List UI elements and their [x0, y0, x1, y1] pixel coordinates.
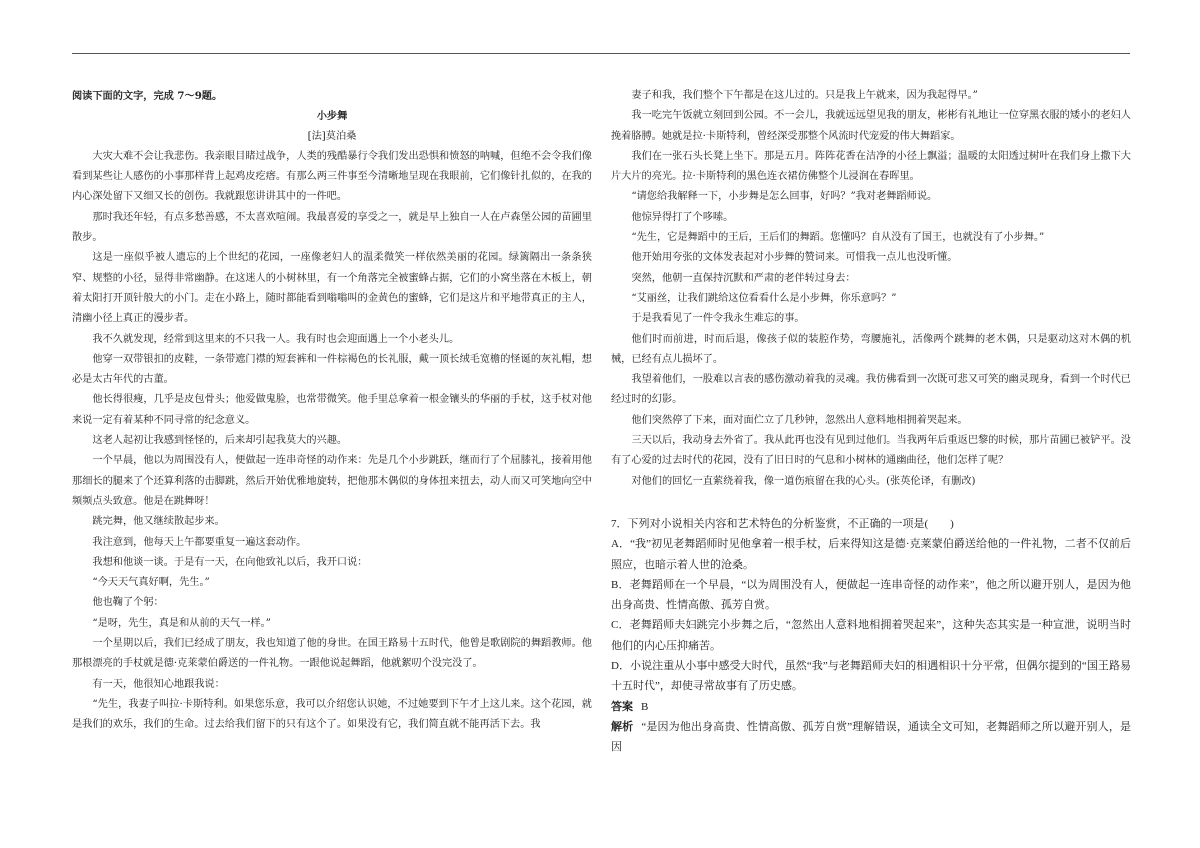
- story-paragraph: 于是我看见了一件令我永生难忘的事。: [631, 313, 805, 325]
- story-paragraph: “是呀，先生，真是和从前的天气一样。”: [92, 617, 271, 629]
- story-paragraph: 跳完舞，他又继续散起步来。: [92, 516, 225, 528]
- story-paragraph: 他们突然停了下来，面对面伫立了几秒钟，忽然出人意料地相拥着哭起来。: [631, 414, 968, 426]
- story-paragraph: 那时我还年轻，有点多愁善感，不太喜欢喧闹。我最喜爱的享受之一，就是早上独自一人在卢森堡公园的苗圃里散步。: [72, 211, 592, 244]
- story-paragraph: 我们在一张石头长凳上坐下。那是五月。阵阵花香在洁净的小径上飘溢；温暖的太阳透过树叶在我们身上撒下大片大片的亮光。拉·卡斯特利的黑色连衣裙仿佛整个儿浸润在春晖里。: [611, 150, 1131, 183]
- question-option: D．小说注重从小事中感受大时代，虽然“我”与老舞蹈师夫妇的相遇相识十分平常，但偶尔提到的“国王路易十五时代”，却使寻常故事有了历史感。: [611, 660, 1131, 693]
- story-paragraph: 他们时而前进，时而后退，像孩子似的装腔作势，弯腰施礼，活像两个跳舞的老木偶，只是驱动这对木偶的机械，已经有点儿损坏了。: [611, 333, 1131, 365]
- question-option: C．老舞蹈师夫妇跳完小步舞之后，“忽然出人意料地相拥着哭起来”，这种失态其实是一种宣泄，说明当时他们的内心压抑痛苦。: [611, 619, 1131, 652]
- story-title: 小步舞: [316, 110, 348, 123]
- story-paragraph: 一个早晨，他以为周围没有人，便做起一连串奇怪的动作来：先是几个小步跳跃，继而行了个屈膝礼，接着用他那细长的腿来了个还算利落的击脚跳，然后开始优雅地旋转，把他那木偶似的身体扭来扭去，动人而又可笑地向空中频频点头致意。他是在跳舞呀！: [72, 455, 592, 507]
- story-paragraph: 我想和他谈一谈。于是有一天，在向他致礼以后，我开口说：: [92, 556, 368, 568]
- story-paragraph: 大灾大难不会让我悲伤。我亲眼目睹过战争，人类的残酷暴行令我们发出恐惧和愤怒的呐喊，但绝不会令我们像看到某些让人感伤的小事那样背上起鸡皮疙瘩。有那么两三件事至今清晰地呈现在我眼前，它们像针扎似的，在我的内心深处留下又细又长的创伤。我就跟您讲讲其中的一件吧。: [72, 150, 592, 203]
- story-author: [法]莫泊桑: [307, 130, 357, 142]
- left-column: [72, 86, 592, 736]
- question-stem: 7．下列对小说相关内容和艺术特色的分析鉴赏，不正确的一项是( ): [611, 517, 954, 530]
- analysis-label: 解析: [611, 720, 634, 733]
- story-paragraph: 我不久就发现，经常到这里来的不只我一人。我有时也会迎面遇上一个小老头儿。: [92, 333, 460, 345]
- answer-label: 答案: [611, 700, 633, 713]
- story-paragraph: 这老人起初让我感到怪怪的，后来却引起我莫大的兴趣。: [92, 435, 348, 447]
- analysis-line: [611, 717, 1131, 758]
- answer-line: [611, 697, 1131, 717]
- story-paragraph: 他长得很瘦，几乎是皮包骨头；他爱做鬼脸，也常带微笑。他手里总拿着一根金镶头的华丽的手杖，这手杖对他来说一定有着某种不同寻常的纪念意义。: [72, 394, 592, 426]
- answer-value: B: [641, 700, 649, 713]
- story-paragraph: “请您给我解释一下，小步舞是怎么回事，好吗？”我对老舞蹈师说。: [631, 191, 938, 203]
- story-paragraph: 突然，他朝一直保持沉默和严肃的老伴转过身去：: [631, 272, 856, 284]
- question-option: A．“我”初见老舞蹈师时见他拿着一根手杖，后来得知这是德·克莱蒙伯爵送给他的一件礼物，二者不仅前后照应，也暗示着人世的沧桑。: [611, 538, 1131, 571]
- story-paragraph: “艾丽丝，让我们跳给这位看看什么是小步舞，你乐意吗？”: [631, 292, 897, 304]
- story-paragraph: “先生，它是舞蹈中的王后，王后们的舞蹈。您懂吗？自从没有了国王，也就没有了小步舞。”: [631, 232, 1045, 244]
- story-paragraph: 我一吃完午饭就立刻回到公园。不一会儿，我就远远望见我的朋友，彬彬有礼地让一位穿黑衣服的矮小的老妇人挽着胳膊。她就是拉·卡斯特利，曾经深受那整个风流时代宠爱的伟大舞蹈家。: [611, 110, 1131, 142]
- right-column: [611, 86, 1131, 758]
- story-paragraph: 一个星期以后，我们已经成了朋友，我也知道了他的身世。在国王路易十五时代，他曾是歌剧院的舞蹈教师。他那根漂亮的手杖就是德·克莱蒙伯爵送的一件礼物。一跟他说起舞蹈，他就絮叨个没完没了。: [72, 638, 592, 670]
- story-paragraph: 对他们的回忆一直萦绕着我，像一道伤痕留在我的心头。(张英伦译，有删改): [631, 475, 976, 487]
- story-paragraph: 三天以后，我动身去外省了。我从此再也没有见到过他们。当我两年后重返巴黎的时候，那片苗圃已被铲平。没有了心爱的过去时代的花园，没有了旧日时的气息和小树林的通幽曲径，他们怎样了呢？: [611, 435, 1131, 467]
- story-paragraph: “先生，我妻子叫拉·卡斯特利。如果您乐意，我可以介绍您认识她，不过她要到下午才上这儿来。这个花园，就是我们的欢乐，我们的生命。过去给我们留下的只有这个了。如果没有它，我们简直就不能再活下去。我: [72, 698, 592, 731]
- header-rule: [72, 53, 1130, 54]
- question-option: B．老舞蹈师在一个早晨，“以为周围没有人，便做起一连串奇怪的动作来”，他之所以避开别人，是因为他出身高贵、性情高傲、孤芳自赏。: [611, 578, 1131, 612]
- analysis-text: “是因为他出身高贵、性情高傲、孤芳自赏”理解错误，通读全文可知，老舞蹈师之所以避开别人，是因: [611, 720, 1132, 754]
- story-paragraph: 有一天，他很知心地跟我说：: [92, 678, 225, 690]
- story-paragraph: 他穿一双带银扣的皮鞋，一条带遮门襟的短套裤和一件棕褐色的长礼服，戴一顶长绒毛宽檐的怪诞的灰礼帽，想必是太古年代的古董。: [72, 353, 592, 386]
- story-paragraph: 我注意到，他每天上午都要重复一遍这套动作。: [92, 536, 307, 548]
- story-paragraph: “今天天气真好啊，先生。”: [92, 577, 210, 589]
- story-paragraph: 他惊异得打了个哆嗦。: [631, 211, 734, 223]
- story-paragraph: 这是一座似乎被人遗忘的上个世纪的花园，一座像老妇人的温柔微笑一样依然美丽的花园。绿篱隔出一条条狭窄、规整的小径，显得非常幽静。在这迷人的小树林里，有一个角落完全被蜜蜂占据，它们的小窝坐落在木板上，朝着太阳打开顶针般大的小门。走在小路上，随时都能看到嗡嗡叫的金黄色的蜜蜂，它们是这片和平地带真正的主人，清幽小径上真正的漫步者。: [72, 252, 592, 325]
- story-paragraph: 他也鞠了个躬：: [92, 597, 164, 609]
- story-paragraph: 妻子和我，我们整个下午都是在这儿过的。只是我上午就来，因为我起得早。”: [631, 90, 978, 101]
- story-paragraph: 我望着他们，一股难以言表的感伤激动着我的灵魂。我仿佛看到一次既可悲又可笑的幽灵现身，看到一个时代已经过时的幻影。: [611, 374, 1131, 406]
- instruction: 阅读下面的文字，完成 7～9题。: [72, 90, 223, 102]
- story-paragraph: 他开始用夸张的文体发表起对小步舞的赞词来。可惜我一点儿也没听懂。: [631, 252, 958, 264]
